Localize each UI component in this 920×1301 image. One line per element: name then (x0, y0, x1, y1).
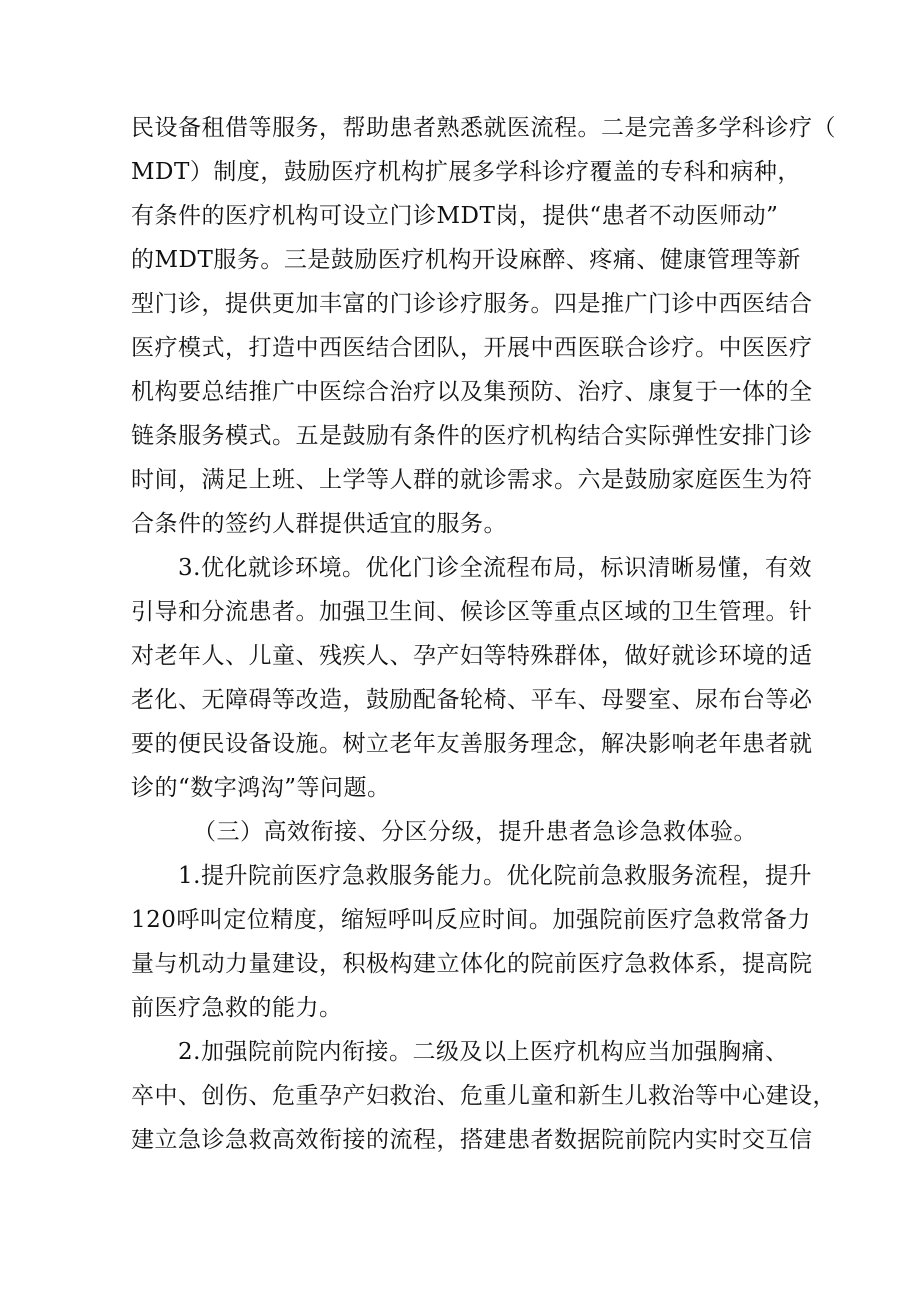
text-line: 建立急诊急救高效衔接的流程，搭建患者数据院前院内实时交互信 (131, 1127, 813, 1153)
text-line: 前医疗急救的能力。 (131, 995, 343, 1021)
text-line: 型门诊，提供更加丰富的门诊诊疗服务。四是推广门诊中西医结合 (131, 291, 813, 317)
text-line: 时间，满足上班、上学等人群的就诊需求。六是鼓励家庭医生为符 (131, 467, 813, 493)
text-line: 量与机动力量建设，积极构建立体化的院前医疗急救体系，提高院 (131, 951, 813, 977)
text-line: 有条件的医疗机构可设立门诊MDT岗，提供“患者不动医师动” (131, 203, 779, 229)
text-line: 1.提升院前医疗急救服务能力。优化院前急救服务流程，提升 (178, 863, 812, 889)
text-line: 诊的“数字鸿沟”等问题。 (131, 775, 391, 801)
text-line: 民设备租借等服务，帮助患者熟悉就医流程。二是完善多学科诊疗（ (131, 115, 836, 141)
text-line: 3.优化就诊环境。优化门诊全流程布局，标识清晰易懂，有效 (178, 555, 812, 581)
section-heading: （三）高效衔接、分区分级，提升患者急诊急救体验。 (193, 819, 757, 845)
text-line: 链条服务模式。五是鼓励有条件的医疗机构结合实际弹性安排门诊 (131, 423, 813, 449)
text-line: 医疗模式，打造中西医结合团队，开展中西医联合诊疗。中医医疗 (131, 335, 813, 361)
text-line: 老化、无障碍等改造，鼓励配备轮椅、平车、母婴室、尿布台等必 (131, 687, 813, 713)
text-line: 要的便民设备设施。树立老年友善服务理念，解决影响老年患者就 (131, 731, 813, 757)
text-line: 2.加强院前院内衔接。二级及以上医疗机构应当加强胸痛、 (178, 1039, 789, 1065)
text-line: 合条件的签约人群提供适宜的服务。 (131, 511, 507, 537)
text-line: 机构要总结推广中医综合治疗以及集预防、治疗、康复于一体的全 (131, 379, 813, 405)
text-line: MDT）制度，鼓励医疗机构扩展多学科诊疗覆盖的专科和病种， (131, 159, 801, 185)
text-line: 引导和分流患者。加强卫生间、候诊区等重点区域的卫生管理。针 (131, 599, 813, 625)
text-line: 120呼叫定位精度，缩短呼叫反应时间。加强院前医疗急救常备力 (131, 907, 811, 933)
text-line: 卒中、创伤、危重孕产妇救治、危重儿童和新生儿救治等中心建设， (131, 1083, 836, 1109)
text-line: 对老年人、儿童、残疾人、孕产妇等特殊群体，做好就诊环境的适 (131, 643, 813, 669)
text-line: 的MDT服务。三是鼓励医疗机构开设麻醉、疼痛、健康管理等新 (131, 247, 801, 273)
